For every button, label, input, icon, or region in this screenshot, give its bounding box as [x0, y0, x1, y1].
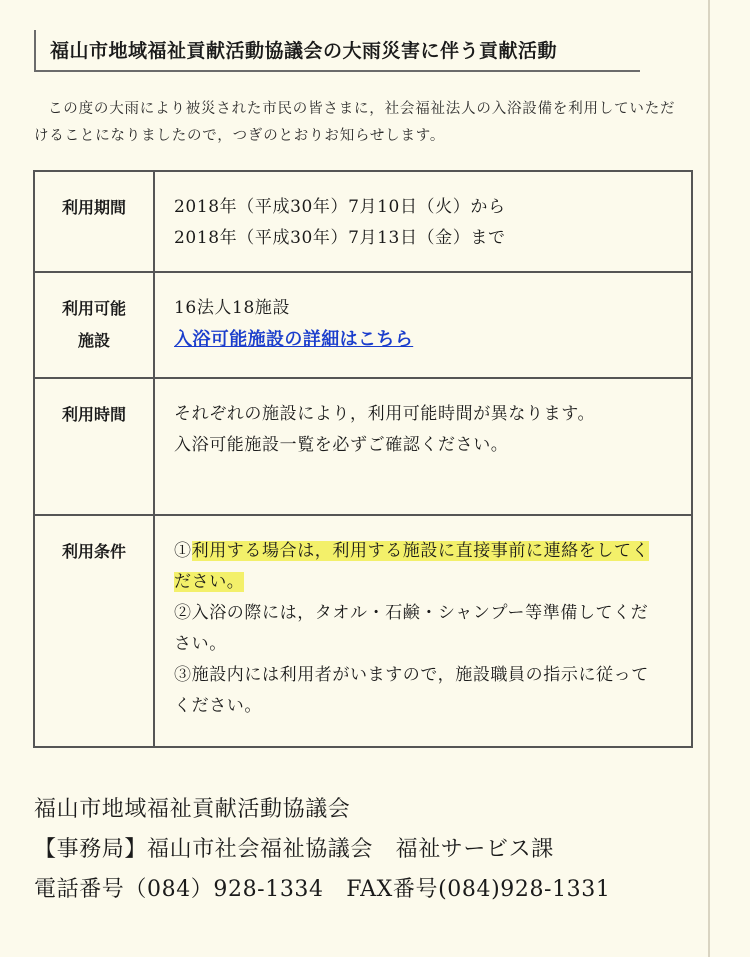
table-row-conditions: [34, 515, 692, 747]
facility-label-line1: 利用可能: [61, 299, 126, 318]
condition-item-1: [174, 536, 655, 598]
footer-phone-fax: 電話番号（084）928-1334 FAX番号(084)928-1331: [34, 877, 611, 902]
hours-label: 利用時間: [34, 378, 154, 515]
table-row-period: [34, 171, 692, 272]
table-row-facility: [34, 272, 692, 378]
hours-value: [154, 378, 692, 515]
period-start: 2018年（平成30年）7月10日（火）から: [174, 197, 506, 217]
facility-label-line2: 施設: [77, 331, 110, 350]
page-title: 福山市地域福祉貢献活動協議会の大雨災害に伴う貢献活動: [34, 30, 640, 72]
facility-detail-link[interactable]: 入浴可能施設の詳細はこちら: [174, 329, 414, 350]
footer-office: 【事務局】福山市社会福祉協議会 福祉サービス課: [34, 837, 554, 862]
period-end: 2018年（平成30年）7月13日（金）まで: [174, 228, 506, 248]
page-edge-rule: [708, 0, 710, 957]
hours-check-note: 入浴可能施設一覧を必ずご確認ください。: [174, 435, 509, 455]
info-table: [33, 170, 693, 748]
intro-paragraph: この度の大雨により被災された市民の皆さまに，社会福祉法人の入浴設備を利用していただけることになりましたので，つぎのとおりお知らせします。: [34, 101, 676, 144]
condition-item-3: ③施設内には利用者がいますので，施設職員の指示に従ってください。: [174, 665, 649, 716]
conditions-label: 利用条件: [34, 515, 154, 747]
footer-org: 福山市地域福祉貢献活動協議会: [34, 797, 351, 822]
condition-item-2: ②入浴の際には，タオル・石鹸・シャンプー等準備してください。: [174, 603, 649, 654]
facility-label: [34, 272, 154, 378]
hours-note: それぞれの施設により，利用可能時間が異なります。: [174, 404, 596, 424]
facility-count: 16法人18施設: [174, 298, 291, 318]
condition-item-1-number: ①: [174, 541, 192, 561]
facility-value: [154, 272, 692, 378]
condition-item-1-highlight: 利用する場合は，利用する施設に直接事前に連絡をしてください。: [174, 541, 650, 592]
footer-contact: [34, 790, 610, 910]
table-row-hours: [34, 378, 692, 515]
period-label: 利用期間: [34, 171, 154, 272]
period-value: [154, 171, 692, 272]
conditions-value: [154, 515, 692, 747]
